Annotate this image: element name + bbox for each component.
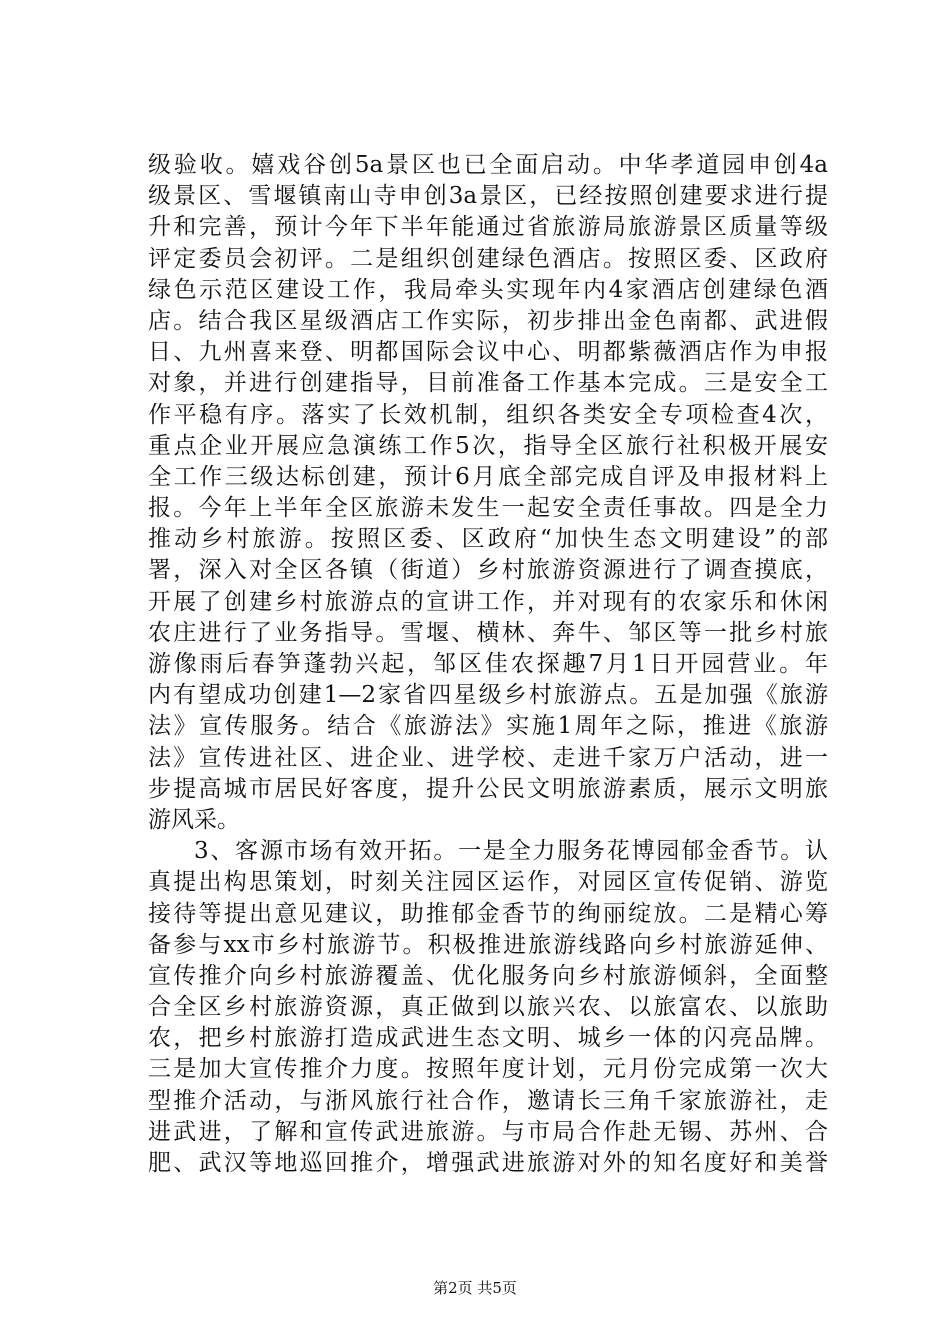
text-line: 步提高城市居民好客度，提升公民文明旅游素质，展示文明旅 xyxy=(148,775,828,802)
text-line: 署，深入对全区各镇（街道）乡村旅游资源进行了调查摸底， xyxy=(148,557,828,584)
text-line: 级验收。嬉戏谷创5a景区也已全面启动。中华孝道园申创4a xyxy=(148,152,828,178)
text-line: 备参与xx市乡村旅游节。积极推进旅游线路向乡村旅游延伸、 xyxy=(148,931,828,958)
text-line: 进武进，了解和宣传武进旅游。与市局合作赴无锡、苏州、合 xyxy=(148,1118,828,1145)
text-line: 日、九州喜来登、明都国际会议中心、明都紫薇酒店作为申报 xyxy=(148,339,828,366)
text-line: 型推介活动，与浙风旅行社合作，邀请长三角千家旅游社，走 xyxy=(148,1087,828,1114)
body-text xyxy=(148,150,828,1179)
text-line: 农庄进行了业务指导。雪堰、横林、奔牛、邹区等一批乡村旅 xyxy=(148,619,828,646)
text-line: 对象，并进行创建指导，目前准备工作基本完成。三是安全工 xyxy=(148,370,828,397)
text-line: 真提出构思策划，时刻关注园区运作，对园区宣传促销、游览 xyxy=(148,869,828,896)
text-line: 开展了创建乡村旅游点的宣讲工作，并对现有的农家乐和休闲 xyxy=(148,588,828,615)
text-line: 评定委员会初评。二是组织创建绿色酒店。按照区委、区政府 xyxy=(148,245,828,272)
text-line: 作平稳有序。落实了长效机制，组织各类安全专项检查4次， xyxy=(148,401,828,428)
text-line: 升和完善，预计今年下半年能通过省旅游局旅游景区质量等级 xyxy=(148,214,828,241)
text-line: 店。结合我区星级酒店工作实际，初步排出金色南都、武进假 xyxy=(148,307,828,334)
text-line: 级景区、雪堰镇南山寺申创3a景区，已经按照创建要求进行提 xyxy=(148,183,828,210)
text-line: 法》宣传进社区、进企业、进学校、走进千家万户活动，进一 xyxy=(148,744,828,771)
text-line: 法》宣传服务。结合《旅游法》实施1周年之际，推进《旅游 xyxy=(148,713,828,740)
text-line: 推动乡村旅游。按照区委、区政府“加快生态文明建设”的部 xyxy=(148,526,828,553)
page-number-label: 第2页 共5页 xyxy=(433,1279,517,1297)
text-line: 宣传推介向乡村旅游覆盖、优化服务向乡村旅游倾斜，全面整 xyxy=(148,962,828,989)
text-line: 农，把乡村旅游打造成武进生态文明、城乡一体的闪亮品牌。 xyxy=(148,1025,828,1052)
text-line: 合全区乡村旅游资源，真正做到以旅兴农、以旅富农、以旅助 xyxy=(148,994,828,1021)
paragraph-first-line: 3、客源市场有效开拓。一是全力服务花博园郁金香节。认 xyxy=(194,838,828,865)
text-line: 绿色示范区建设工作，我局牵头实现年内4家酒店创建绿色酒 xyxy=(148,276,828,303)
text-line: 内有望成功创建1—2家省四星级乡村旅游点。五是加强《旅游 xyxy=(148,682,828,709)
text-line: 肥、武汉等地巡回推介，增强武进旅游对外的知名度好和美誉 xyxy=(148,1150,828,1176)
text-line: 游像雨后春笋蓬勃兴起，邹区佳农探趣7月1日开园营业。年 xyxy=(148,651,828,677)
paragraph-end-line: 游风采。 xyxy=(148,806,240,833)
text-line: 重点企业开展应急演练工作5次，指导全区旅行社积极开展安 xyxy=(148,432,828,459)
text-line: 三是加大宣传推介力度。按照年度计划，元月份完成第一次大 xyxy=(148,1056,828,1083)
text-line: 报。今年上半年全区旅游未发生一起安全责任事故。四是全力 xyxy=(148,495,828,522)
text-line: 接待等提出意见建议，助推郁金香节的绚丽绽放。二是精心筹 xyxy=(148,900,828,927)
text-line: 全工作三级达标创建，预计6月底全部完成自评及申报材料上 xyxy=(148,463,828,490)
page-footer xyxy=(0,1278,950,1298)
